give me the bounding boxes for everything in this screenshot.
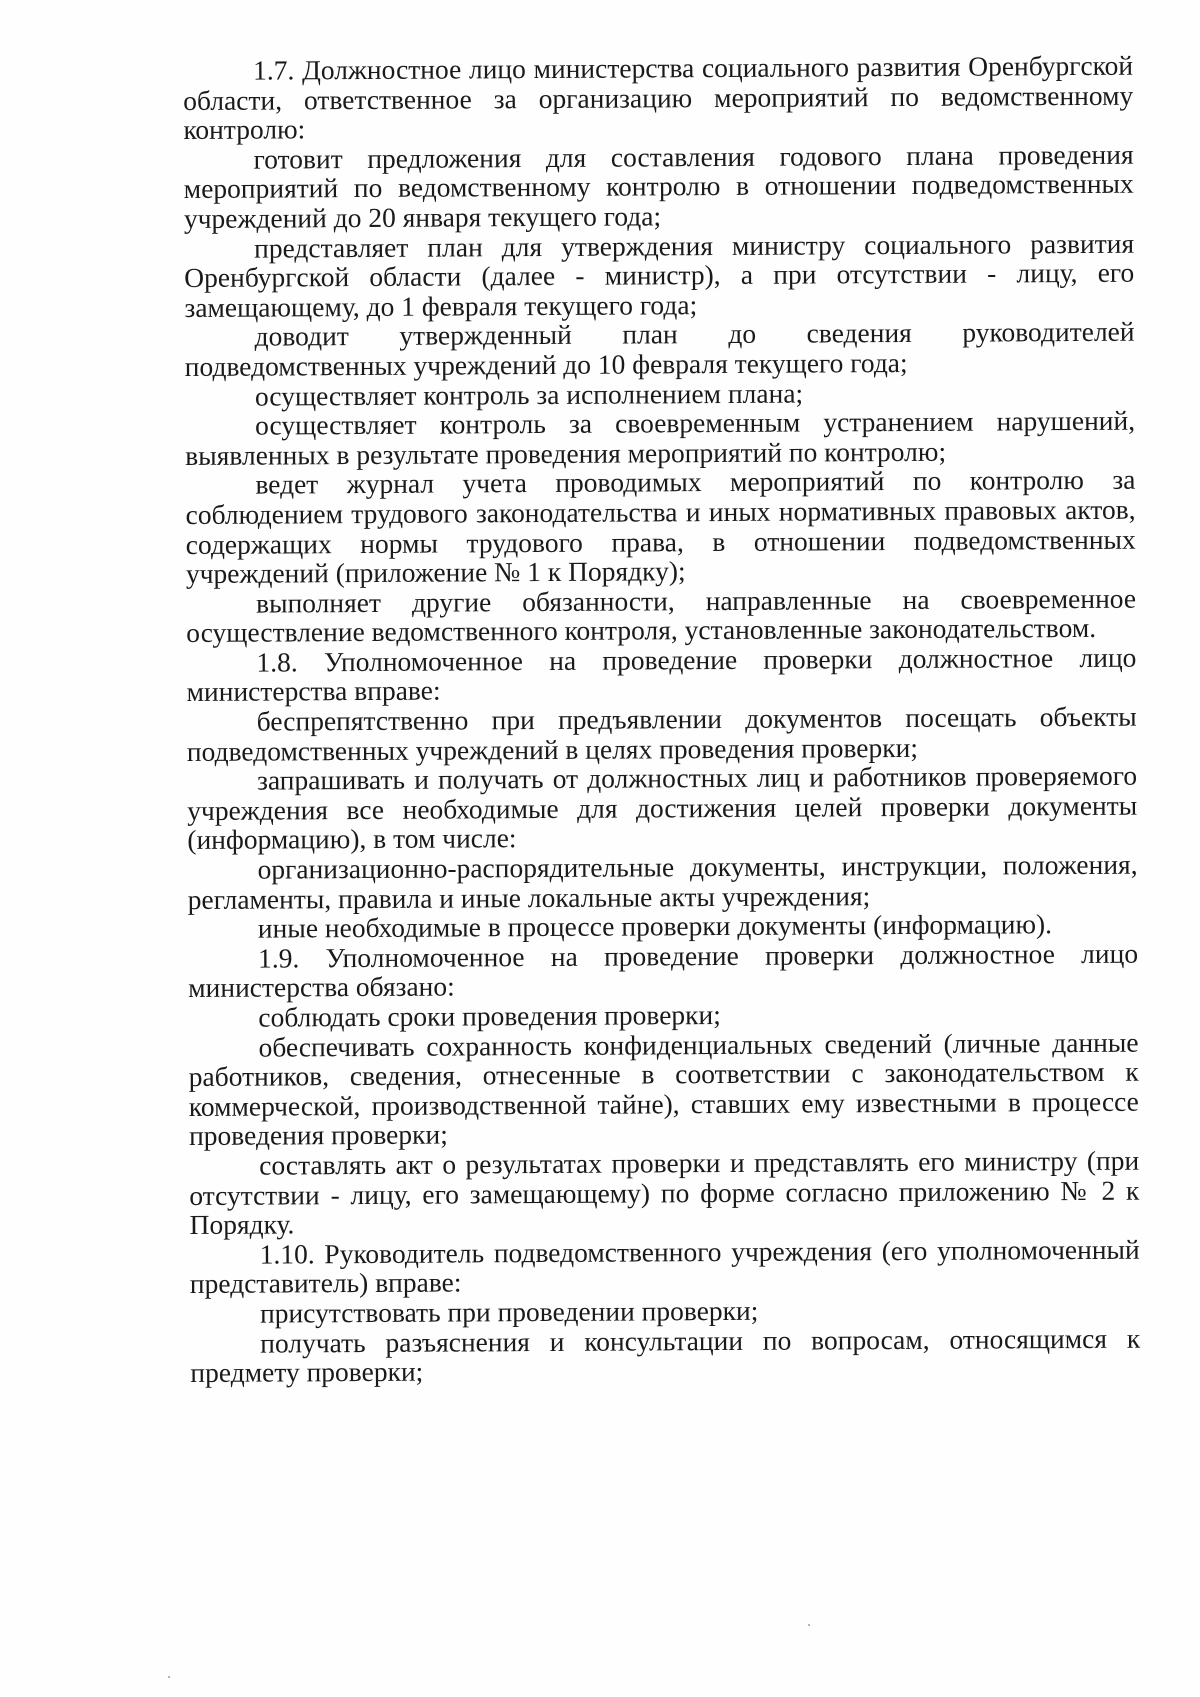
paragraph-organizational-documents: организационно-распорядительные документы, инструкции, положения, регламенты, правила и иные локальные акты учреждения; [187,848,1138,915]
paragraph-visit-objects: беспрепятственно при предъявлении документов посещать объекты подведомственных учреждений в целях проведения проверки; [186,700,1137,767]
paragraph-receive-explanations: получать разъяснения и консультации по вопросам, относящимся к предмету проверки; [190,1322,1141,1389]
paragraph-other-duties: выполняет другие обязанности, направленные на своевременное осуществление ведомственного контроля, установленные законодательством. [186,582,1137,649]
paragraph-other-documents: иные необходимые в процессе проверки документы (информацию). [257,908,1053,944]
paragraph-keeps-journal: ведет журнал учета проводимых мероприятий по контролю за соблюдением трудового законодательства и иных нормативных правовых актов, содержащих нормы трудового права, в отношении подведомственных учреждений (приложение № 1 к Порядку); [185,464,1136,590]
paragraph-1-8: 1.8. Уполномоченное на проведение проверки должностное лицо министерства вправе: [186,641,1137,708]
paragraph-1-10: 1.10. Руководитель подведомственного учреждения (его уполномоченный представитель) вправе: [189,1233,1140,1300]
paragraph-observe-deadlines: соблюдать сроки проведения проверки; [258,999,721,1033]
paragraph-submits-plan: представляет план для утверждения министру социального развития Оренбургской области (далее - министр), а при отсутствии - лицу, его замещающему, до 1 февраля текущего года; [184,227,1135,323]
paragraph-attend-inspection: присутствовать при проведении проверки; [259,1294,759,1329]
paragraph-communicates-plan: доводит утвержденный план до сведения руководителей подведомственных учреждений до 10 февраля текущего года; [184,316,1135,382]
paragraph-1-7: 1.7. Должностное лицо министерства социального развития Оренбургской области, ответственное за организацию мероприятий по ведомственному контролю: [183,49,1134,146]
paragraph-request-documents: запрашивать и получать от должностных лиц и работников проверяемого учреждения все необходимые для достижения целей проверки документы (информацию), в том числе: [187,759,1138,856]
scan-artifact [808,1624,810,1626]
paragraph-confidentiality: обеспечивать сохранность конфиденциальных сведений (личные данные работников, сведения, отнесенные в соответствии с законодательством к коммерческой, производственной тайне), ставших ему известными в процессе проведения проверки; [188,1026,1139,1152]
paragraph-draw-up-act: составлять акт о результатах проверки и представлять его министру (при отсутствии - лицу, его замещающему) по форме согласно приложению № 2 к Порядку. [189,1144,1140,1241]
document-body [183,51,1140,1388]
paragraph-controls-execution: осуществляет контроль за исполнением плана; [254,377,804,412]
paragraph-controls-remedy: осуществляет контроль за своевременным устранением нарушений, выявленных в результате проведения мероприятий по контролю; [185,404,1136,471]
paragraph-prepares-proposals: готовит предложения для составления годового плана проведения мероприятий по ведомственному контролю в отношении подведомственных учреждений до 20 января текущего года; [183,138,1134,234]
paragraph-1-9: 1.9. Уполномоченное на проведение проверки должностное лицо министерства обязано: [188,937,1139,1004]
scan-artifact [168,1676,170,1678]
